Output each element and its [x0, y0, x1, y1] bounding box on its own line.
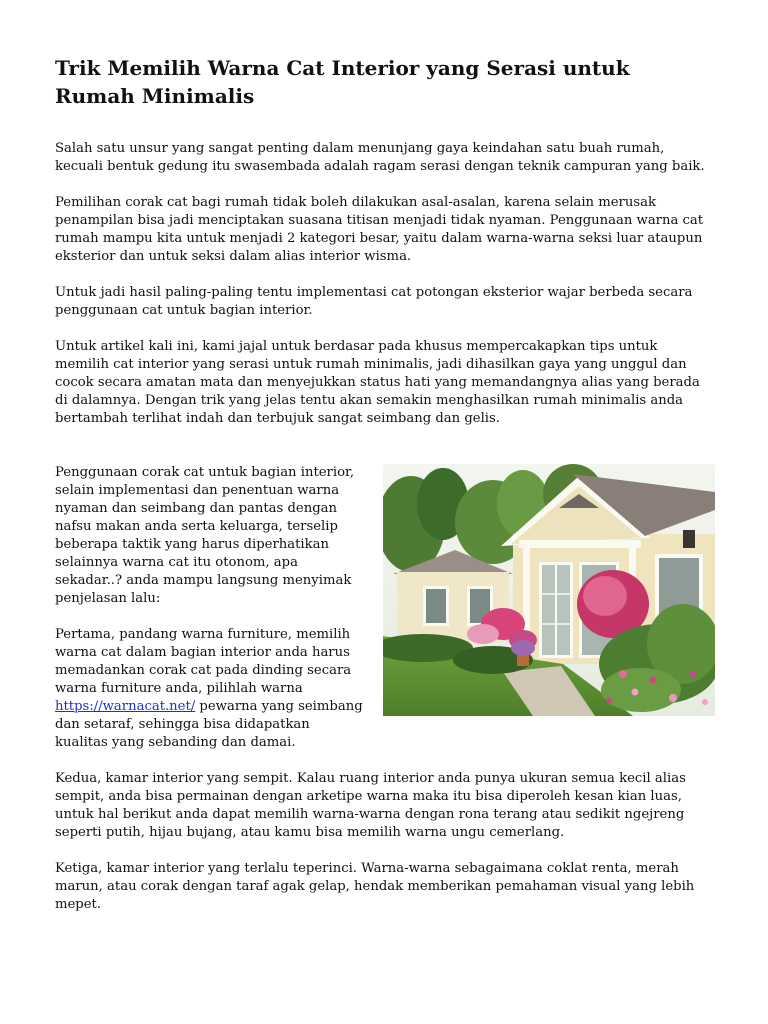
- warnacat-link[interactable]: https://warnacat.net/: [55, 699, 196, 714]
- paragraph-interior: Penggunaan corak cat untuk bagian interior, selain implementasi dan penentuan warna nyaman dan seimbang dan pantas dengan nafsu makan anda serta keluarga, terselip beberapa taktik yang harus diperhatikan selainnya warna cat itu otonom, apa sekadar..? anda mampu langsung menyimak penjelasan lalu:: [55, 465, 355, 606]
- paragraph-tip-kedua: Kedua, kamar interior yang sempit. Kalau ruang interior anda punya ukuran semua kecil alias sempit, anda bisa permainan dengan arketipe warna maka itu bisa diperoleh kesan kian luas, untuk hal berikut anda dapat memilih warna-warna dengan rona terang atau sedikit ngejreng seperti putih, hijau bujang, atau kamu bisa memilih warna ungu cemerlang.: [55, 771, 686, 840]
- paragraph-artikel: Untuk artikel kali ini, kami jajal untuk berdasar pada khusus mempercakapkan tips untuk memilih cat interior yang serasi untuk rumah minimalis, jadi dihasilkan gaya yang unggul dan cocok secara amatan mata dan menyejukkan status hati yang memandangnya alias yang berada di dalamnya. Dengan trik yang jelas tentu akan semakin menghasilkan rumah minimalis anda bertambah terlihat indah dan terbujuk sangat seimbang dan gelis.: [55, 339, 700, 426]
- paragraph-pemilihan: Pemilihan corak cat bagi rumah tidak boleh dilakukan asal-asalan, karena selain merusak penampilan bisa jadi menciptakan suasana titisan menjadi tidak nyaman. Penggunaan warna cat rumah mampu kita untuk menjadi 2 kategori besar, yaitu dalam warna-warna seksi luar ataupun eksterior dan untuk seksi dalam alias interior wisma.: [55, 195, 704, 264]
- paragraph-hasil: Untuk jadi hasil paling-paling tentu implementasi cat potongan eksterior wajar berbeda secara penggunaan cat untuk bagian interior.: [55, 285, 693, 318]
- paragraph-intro: Salah satu unsur yang sangat penting dalam menunjang gaya keindahan satu buah rumah, kecuali bentuk gedung itu swasembada adalah ragam serasi dengan teknik campuran yang baik.: [55, 141, 705, 174]
- article-title: Trik Memilih Warna Cat Interior yang Serasi untuk Rumah Minimalis: [55, 56, 630, 108]
- document-page: [55, 54, 715, 932]
- tip-pertama-text: Pertama, pandang warna furniture, memilih warna cat dalam bagian interior anda harus memadankan corak cat pada dinding secara warna furniture anda, pilihlah warna: [55, 627, 352, 696]
- tip-pertama-text-end: pewarna yang seimbang dan setaraf, sehingga bisa didapatkan kualitas yang sebanding dan damai.: [55, 699, 363, 750]
- house-garden-photo-icon: [383, 464, 715, 716]
- house-garden-photo: [383, 464, 715, 716]
- paragraph-tip-ketiga: Ketiga, kamar interior yang terlalu teperinci. Warna-warna sebagaimana coklat renta, merah marun, atau corak dengan taraf agak gelap, hendak memberikan pemahaman visual yang lebih mepet.: [55, 861, 695, 912]
- section-spacer: [55, 446, 715, 464]
